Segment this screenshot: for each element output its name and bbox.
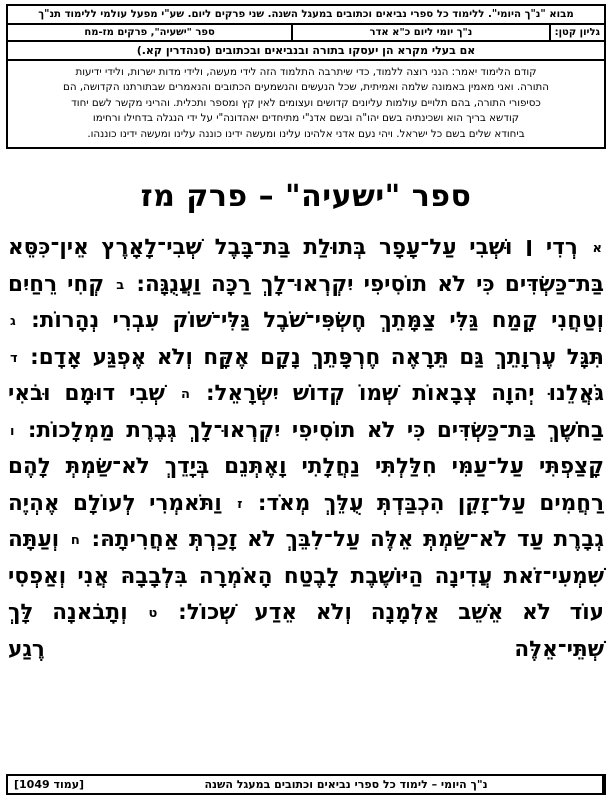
verse-number: ב	[116, 277, 125, 293]
verse-text: קְחִי רֵחַיִם וְטַחֲנִי קָמַח גַּלִּי צַמָּתֵךְ חֶשְׂפִּי־שֹׁבֶל גַּלִּי־שׁוֹק עִבְרִי נְהָרוֹת:	[8, 271, 604, 334]
intro-prayer	[6, 61, 606, 149]
verse-text: וְתָבֹאנָה לָּךְ שְׁתֵּי־אֵלֶּה רֶגַע	[8, 600, 604, 662]
issue-bar-left: גליון קטן:	[549, 25, 604, 40]
verse-text: וְעַתָּה שִׁמְעִי־זֹאת עֲדִינָה הַיּוֹשֶׁבֶת לָבֶטַח הָאֹמְרָה בִּלְבָבָהּ אֲנִי וְאַפְסִי עוֹד לֹא אֵשֵׁב אַלְמָנָה וְלֹא אֵדַע שְׁכוֹל:	[8, 527, 604, 626]
verse-text: וַתֹּאמְרִי לְעוֹלָם אֶהְיֶה גְבָרֶת עַד לֹא־שַׂמְתְּ אֵלֶּה עַל־לִבֵּךְ לֹא זָכַרְתְּ אַחֲרִיתָהּ:	[8, 490, 604, 553]
page-title: ספר "ישעיה" – פרק מז	[140, 178, 472, 214]
verse-number: ג	[10, 314, 16, 330]
issue-bar-book: ספר "ישעיה", פרקים מז-מח	[84, 26, 215, 38]
footer-bar	[6, 774, 606, 795]
issue-bar-date: נ"ך יומי ליום כ"א אדר	[291, 25, 548, 40]
intro-line-2: התורה. ואני מאמין באמונה שלמה ואמיתית, שכל הנעשים והנשמעים הכתובים והנאמרים שבתורתנו הקדושה, הם	[62, 81, 549, 94]
verse-number: ז	[237, 496, 243, 512]
footer-title: נ"ך היומי – לימוד כל ספרי נביאים וכתובים במעגל השנה	[90, 776, 604, 793]
verse-text: גֹּאֲלֵנוּ יְהוָה צְבָאוֹת שְׁמוֹ קְדוֹשׁ יִשְׂרָאֵל:	[191, 381, 604, 407]
masthead	[6, 4, 606, 25]
verse-number: א	[592, 240, 602, 256]
intro-line-3: כסיפורי התורה, בהם תלויים עולמות עליונים קדושים ועצומים לאין קץ ומספר ותכלית. והריני מקשר לשם יחוד	[71, 96, 541, 109]
intro-line-1: קודם הלימוד יאמר: הנני רוצה ללמוד, כדי שיתרבה התלמוד הזה לידי מעשה, ולידי מדות ישרות, ולידי ידיעות	[75, 65, 537, 78]
verse-list	[8, 235, 604, 662]
verse-number: ד	[10, 350, 18, 366]
verse-text: שְׁבִי דוּמָם וּבֹאִי בַחֹשֶׁךְ בַּת־כַּשְׂדִּים כִּי לֹא תוֹסִיפִי יִקְרְאוּ־לָךְ גְּבֶרֶת מַמְלָכוֹת:	[8, 381, 604, 443]
verse-text: רְדִי ׀ וּשְׁבִי עַל־עָפָר בְּתוּלַת בַּת־בָּבֶל שְׁבִי־לָאָרֶץ אֵין־כִּסֵּא בַּת־כַּשְׂדִּים כִּי לֹא תוֹסִיפִי יִקְרְאוּ־לָךְ רַכָּה וַעֲנֻגָּה:	[8, 234, 604, 297]
verse-number: ה	[180, 387, 190, 403]
scripture-body	[6, 230, 606, 669]
verse-number: ט	[148, 606, 158, 622]
intro-line-4: קודשא בריך הוא ושכינתיה בשם יהו"ה ובשם אדנ"י מתיחדים יאהדונה"י על ידי הנגלה בדחילו ורחימו	[92, 112, 520, 125]
verse-text: תִּגָּל עֶרְוָתֵךְ גַּם תֵּרָאֶה חֶרְפָּתֵךְ נָקָם אֶקָּח וְלֹא אֶפְגַּע אָדָם:	[19, 344, 604, 370]
footer-page-number: [עמוד 1049]	[14, 778, 85, 791]
verse-text: קָצַפְתִּי עַל־עַמִּי חִלַּלְתִּי נַחֲלָתִי וָאֶתְּנֵם בְּיָדֵךְ לֹא־שַׂמְתְּ לָהֶם רַחֲמִים עַל־זָקֵן הִכְבַּדְתְּ עֻלֵּךְ מְאֹד:	[8, 454, 605, 516]
source-quote: אם בעלי מקרא הן יעסקו בתורה ובנביאים ובכתובים (סנהדרין קא.)	[6, 42, 606, 61]
verse-number: ח	[70, 533, 80, 549]
issue-bar	[6, 25, 606, 42]
intro-line-5: ביחודא שלים בשם כל ישראל. ויהי נעם אדני אלהינו עלינו ומעשה ידינו כוננה עלינו ומעשה ידינו כוננהו.	[87, 127, 525, 140]
verse-number: ו	[10, 423, 15, 439]
masthead-subtitle: מבוא "נ"ך היומי". ללימוד כל ספרי נביאים וכתובים במעגל השנה. שני פרקים ליום. שע"י מפעל עולמי ללימוד תנ"ך	[38, 9, 574, 20]
